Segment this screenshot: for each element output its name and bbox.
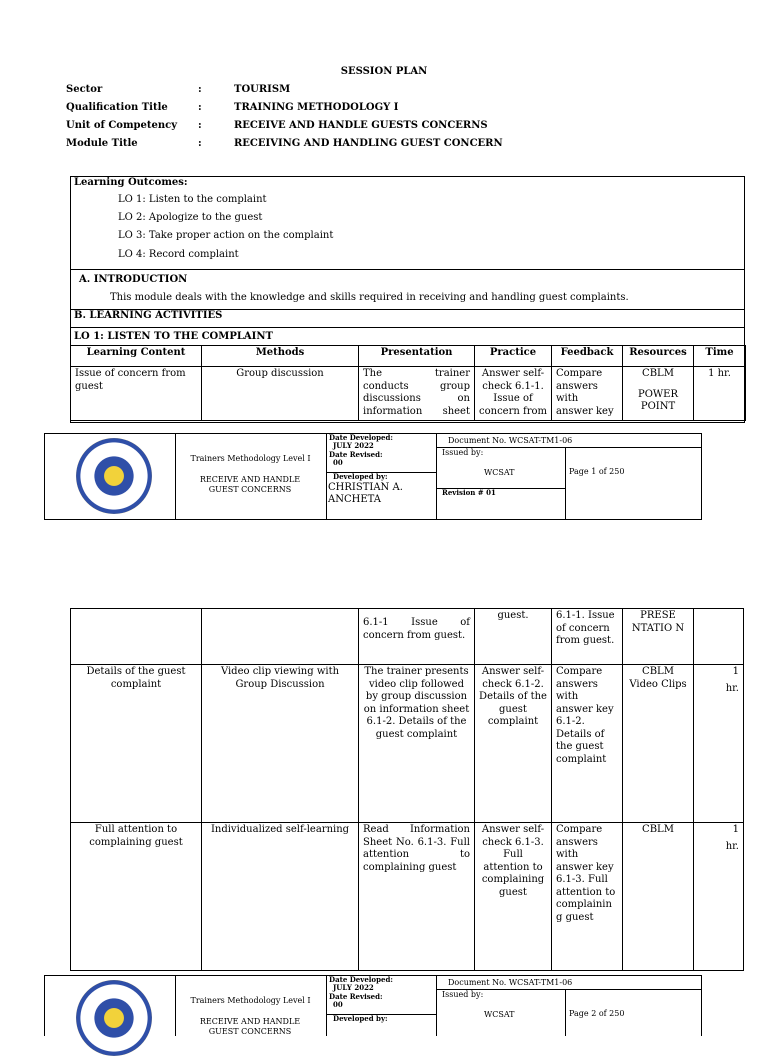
table-header-row [71,346,746,367]
date-developed: JULY 2022 [333,983,374,992]
module-name: RECEIVE AND HANDLE GUEST CONCERNS [199,1017,301,1036]
cell-methods: Individualized self-learning [202,823,359,971]
page-number: Page 2 of 250 [569,1009,625,1018]
cell-feedback [552,367,623,421]
cell-content [71,609,202,665]
lo1-heading: LO 1: LISTEN TO THE COMPLAINT [74,331,273,342]
feedback-line: Compare [556,368,603,379]
cell-feedback: Compare answers with answer key 6.1-2. Details of the guest complaint [552,665,623,823]
intro-text: This module deals with the knowledge and skills required in receiving and handling guest complaints. [110,292,629,303]
school-logo [76,980,152,1056]
cell-methods [202,609,359,665]
trainer-label: Trainers Methodology Level I [190,996,311,1005]
cell-time [694,609,744,665]
table-row [71,367,746,421]
document-title: SESSION PLAN [340,66,428,77]
header-sep: : [198,102,202,113]
header-sep: : [198,84,202,95]
outcome-item: LO 1: Listen to the complaint [118,194,267,205]
time-unit: hr. [725,840,739,852]
cell-practice: Answer self-check 6.1-3. Full attention to complaining guest [475,823,552,971]
cell-feedback: Compare answers with answer key 6.1-3. Full attention to complainin g guest [552,823,623,971]
issuer: WCSAT [484,1010,515,1019]
column-header: Feedback [552,346,623,367]
developed-by-label: Developed by: [333,472,388,481]
time-value: 1 [732,666,739,677]
page-number: Page 1 of 250 [569,467,625,476]
header-value: RECEIVING AND HANDLING GUEST CONCERN [234,138,503,149]
table-row [71,609,744,665]
date-developed: JULY 2022 [333,441,374,450]
cell-presentation: The trainer presents video clip followed by group discussion on information sheet 6.1-2. Details of the guest complaint [359,665,475,823]
time-value: 1 [732,824,739,835]
table-row [71,665,744,823]
developer: CHRISTIAN A. ANCHETA [328,482,403,505]
column-header: Methods [202,346,359,367]
revision: Revision # 01 [442,488,496,497]
column-header: Learning Content [71,346,202,367]
date-revised-label: Date Revised: [329,992,383,1001]
feedback-line: answer key [556,405,614,417]
cell-presentation [359,367,475,421]
cell-presentation: 6.1-1 Issue of concern from guest. [359,609,475,665]
resource-line: POINT [640,401,676,412]
cell-time: 1 hr. [694,367,746,421]
header-value: TOURISM [234,84,291,95]
cell-resources: CBLM Video Clips [623,665,694,823]
outcome-item: LO 3: Take proper action on the complaint [118,230,334,241]
column-header: Presentation [359,346,475,367]
cell-presentation: Read Information Sheet No. 6.1-3. Full attention to complaining guest [359,823,475,971]
header-label: Unit of Competency [66,120,178,131]
school-logo [76,438,152,514]
issuer: WCSAT [484,468,515,477]
time-unit: hr. [725,682,739,694]
document-no: Document No. WCSAT-TM1-06 [448,978,573,987]
learning-outcomes-label: Learning Outcomes: [74,177,188,188]
resource-line: POWER [637,388,679,400]
issued-by-label: Issued by: [442,448,484,457]
presentation-line: information sheet [363,405,470,417]
header-label: Module Title [66,138,138,149]
page-footer [44,433,702,520]
document-no: Document No. WCSAT-TM1-06 [448,436,573,445]
date-revised: 00 [333,1000,343,1009]
date-revised-label: Date Revised: [329,450,383,459]
date-developed-label: Date Developed: [329,433,393,442]
feedback-line: answers [556,380,598,392]
cell-resources [623,367,694,421]
divider [70,327,745,328]
resource-line: CBLM [642,368,674,379]
feedback-line: with [556,393,579,404]
activities-table-continued [70,608,744,971]
header-value: RECEIVE AND HANDLE GUESTS CONCERNS [234,120,488,131]
cell-content: Issue of concern from guest [71,367,202,421]
header-sep: : [198,138,202,149]
header-label: Qualification Title [66,102,168,113]
date-developed-label: Date Developed: [329,975,393,984]
date-revised: 00 [333,458,343,467]
header-value: TRAINING METHODOLOGY I [234,102,399,113]
activities-heading: B. LEARNING ACTIVITIES [74,310,223,321]
cell-resources: CBLM [623,823,694,971]
table-row [71,823,744,971]
cell-methods: Group discussion [202,367,359,421]
outcome-item: LO 4: Record complaint [118,249,239,260]
cell-practice: Answer self-check 6.1-1. Issue of concern from [475,367,552,421]
activities-table [70,345,746,421]
cell-content: Full attention to complaining guest [71,823,202,971]
divider [70,269,745,270]
presentation-line: conducts group [363,380,470,392]
header-sep: : [198,120,202,131]
presentation-line: The trainer [363,368,470,379]
header-label: Sector [66,84,103,95]
cell-time [694,823,744,971]
cell-feedback: 6.1-1. Issue of concern from guest. [552,609,623,665]
page-footer [44,975,702,1036]
cell-resources: PRESE NTATIO N [623,609,694,665]
developed-by-label: Developed by: [333,1014,388,1023]
cell-methods: Video clip viewing with Group Discussion [202,665,359,823]
column-header: Resources [623,346,694,367]
cell-practice: Answer self-check 6.1-2. Details of the guest complaint [475,665,552,823]
issued-by-label: Issued by: [442,990,484,999]
column-header: Practice [475,346,552,367]
intro-heading: A. INTRODUCTION [79,274,188,285]
column-header: Time [694,346,746,367]
cell-practice: guest. [475,609,552,665]
presentation-line: discussions on [363,393,470,404]
module-name: RECEIVE AND HANDLE GUEST CONCERNS [199,475,301,494]
cell-time [694,665,744,823]
cell-content: Details of the guest complaint [71,665,202,823]
trainer-label: Trainers Methodology Level I [190,454,311,463]
outcome-item: LO 2: Apologize to the guest [118,212,263,223]
